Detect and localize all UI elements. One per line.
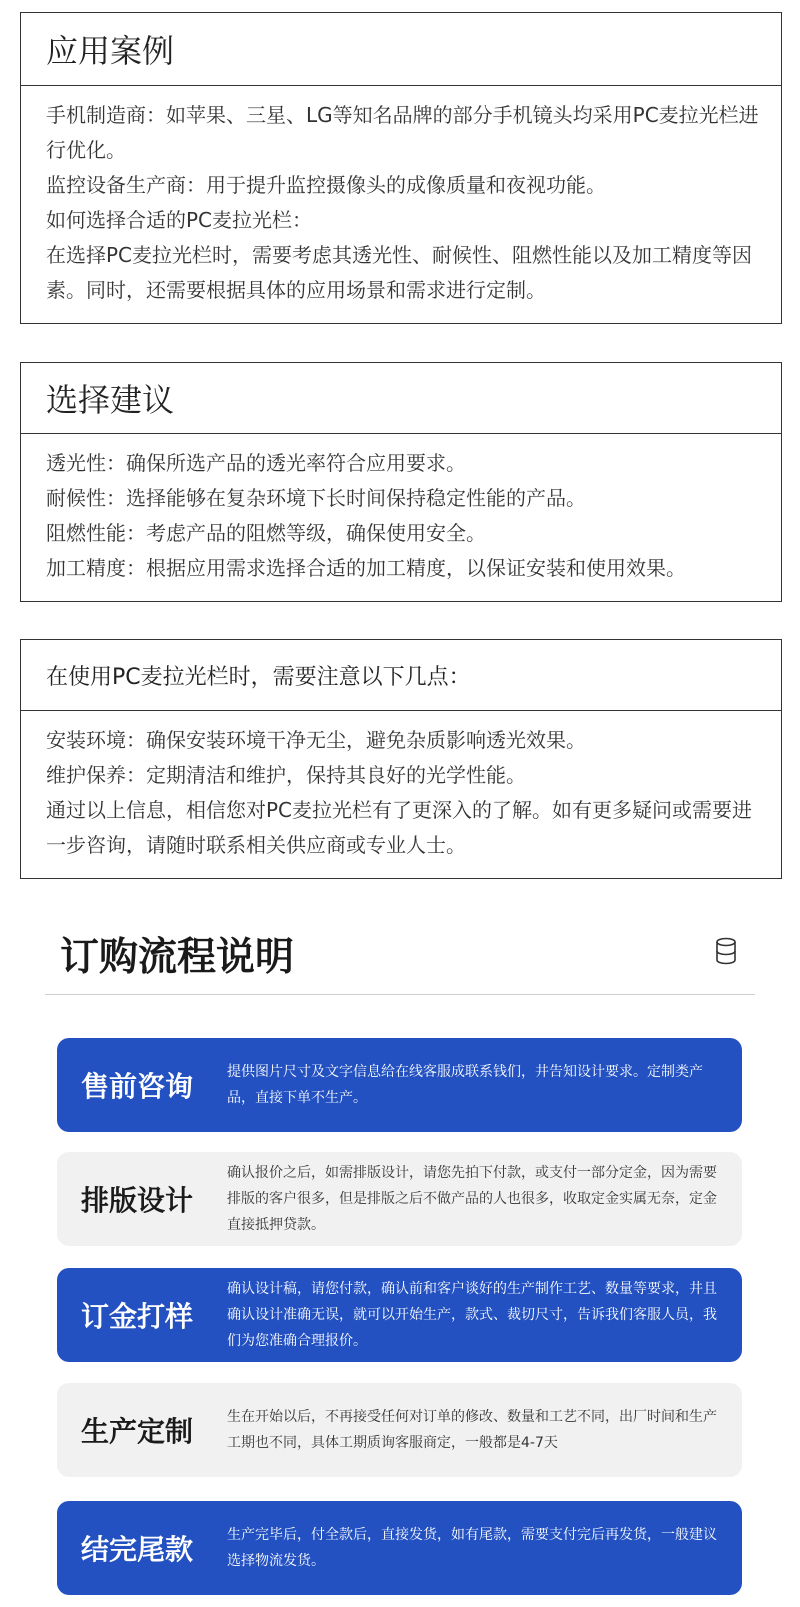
step-description: 确认报价之后，如需排版设计，请您先拍下付款，或支付一部分定金，因为需要排版的客户很多，但是排版之后不做产品的人也很多，收取定金实属无奈，定金直接抵押贷款。 (227, 1165, 717, 1233)
usage-notes-section (20, 639, 782, 879)
database-icon (715, 937, 737, 965)
step-name: 生产定制 (81, 1415, 194, 1448)
application-cases-section (20, 12, 782, 324)
paragraph: 通过以上信息，相信您对PC麦拉光栏有了更深入的了解。如有更多疑问或需要进一步咨询，请随时联系相关供应商或专业人士。 (46, 798, 753, 857)
paragraph: 维护保养：定期清洁和维护，保持其良好的光学性能。 (46, 763, 526, 787)
paragraph: 手机制造商：如苹果、三星、LG等知名品牌的部分手机镜头均采用PC麦拉光栏进行优化。 (46, 103, 759, 162)
selection-advice-body (21, 434, 781, 586)
paragraph: 阻燃性能：考虑产品的阻燃等级，确保使用安全。 (46, 521, 486, 545)
selection-advice-title: 选择建议 (46, 381, 175, 419)
order-process-header (45, 922, 755, 995)
process-step-final-payment (57, 1501, 742, 1595)
step-name: 订金打样 (81, 1300, 194, 1333)
process-step-presale (57, 1038, 742, 1132)
step-name: 排版设计 (81, 1184, 194, 1217)
paragraph: 如何选择合适的PC麦拉光栏： (46, 208, 313, 232)
paragraph: 透光性：确保所选产品的透光率符合应用要求。 (46, 451, 466, 475)
paragraph: 加工精度：根据应用需求选择合适的加工精度，以保证安装和使用效果。 (46, 556, 686, 580)
paragraph: 安装环境：确保安装环境干净无尘，避免杂质影响透光效果。 (46, 728, 586, 752)
usage-notes-body (21, 711, 781, 863)
step-description: 确认设计稿，请您付款，确认前和客户谈好的生产制作工艺、数量等要求，井且确认设计准确无误，就可以开始生产，款式、裁切尺寸，告诉我们客服人员，我们为您准确合理报价。 (227, 1281, 717, 1349)
selection-advice-section (20, 362, 782, 602)
application-cases-body (21, 86, 781, 308)
process-step-production (57, 1383, 742, 1477)
application-cases-title: 应用案例 (46, 32, 175, 70)
step-description: 生在开始以后，不再接受任何对订单的修改、数量和工艺不同，出厂时间和生产工期也不同，具体工期质询客服商定，一般都是4-7天 (227, 1409, 717, 1451)
paragraph: 耐候性：选择能够在复杂环境下长时间保持稳定性能的产品。 (46, 486, 586, 510)
usage-notes-header (21, 640, 781, 711)
step-description: 生产完毕后，付全款后，直接发货，如有尾款，需要支付完后再发货，一般建议选择物流发货。 (227, 1527, 717, 1569)
step-description: 提供图片尺寸及文字信息给在线客服成联系钱们，井告知设计要求。定制类产品，直接下单不生产。 (227, 1064, 703, 1106)
application-cases-header (21, 13, 781, 86)
process-step-deposit (57, 1268, 742, 1362)
step-name: 售前咨询 (81, 1070, 194, 1103)
process-step-layout (57, 1152, 742, 1246)
order-process-title: 订购流程说明 (60, 935, 295, 980)
usage-notes-title: 在使用PC麦拉光栏时，需要注意以下几点： (46, 664, 471, 690)
paragraph: 监控设备生产商：用于提升监控摄像头的成像质量和夜视功能。 (46, 173, 606, 197)
selection-advice-header (21, 363, 781, 434)
paragraph: 在选择PC麦拉光栏时，需要考虑其透光性、耐候性、阻燃性能以及加工精度等因素。同时，还需要根据具体的应用场景和需求进行定制。 (46, 243, 753, 302)
step-name: 结完尾款 (81, 1533, 194, 1566)
